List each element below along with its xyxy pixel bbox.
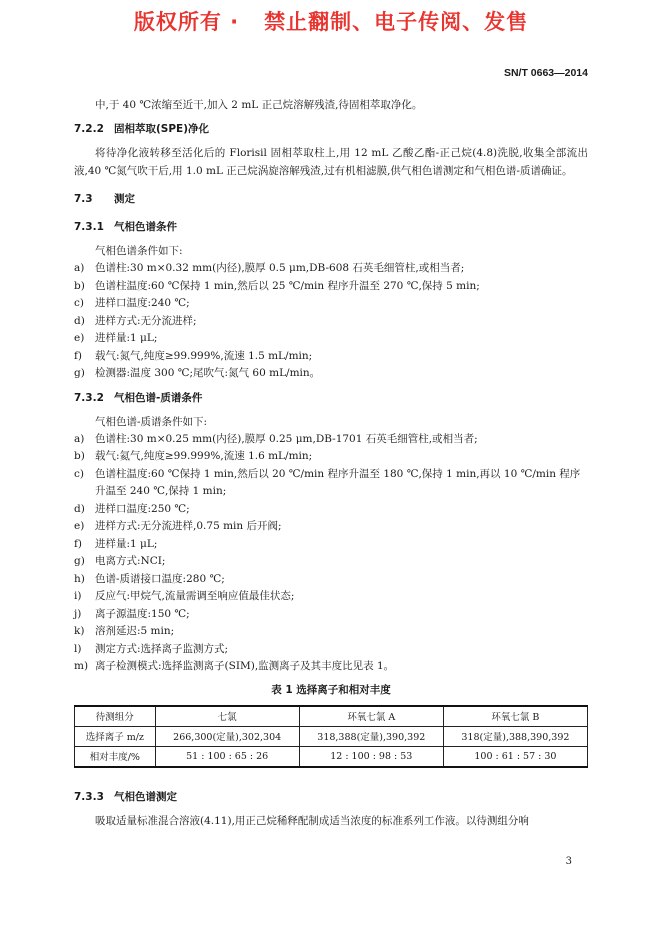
table-cell: 318(定量),388,390,392 [443,726,587,746]
gc-conditions-list [74,260,588,383]
table-caption: 表 1 选择离子和相对丰度 [271,683,391,696]
list-item [74,501,588,519]
heading-7-3-2 [74,389,588,407]
item-label: d) [74,502,85,515]
table-cell: 100 : 61 : 57 : 30 [443,746,587,767]
item-label: m) [74,660,89,672]
list-item [74,588,588,606]
spe-cleanup-paragraph: 将待净化液转移至活化后的 Florisil 固相萃取柱上,用 12 mL 乙酸乙酯-正己烷(4.8)洗脱,收集全部流出液,40 ℃氮气吹干后,用 1.0 mL 正己烷涡旋溶解残渣,过有机相滤膜,供气相色谱测定和气相色谱-质谱确证。 [74,147,588,177]
list-item [74,330,588,348]
section-number: 7.3 [74,193,93,205]
item-label: f) [74,537,82,550]
item-label: k) [74,625,85,637]
item-text: 进样方式:无分流进样; [95,314,197,327]
heading-7-3-3 [74,788,588,806]
list-item [74,295,588,313]
item-text: 电离方式:NCI; [95,555,166,567]
heading-7-2-2 [74,120,588,138]
section-number: 7.3.3 [74,790,104,803]
gcms-conditions-intro: 气相色谱-质谱条件如下: [95,415,208,428]
item-label: e) [74,520,85,532]
list-item [74,536,588,554]
list-item [74,571,588,589]
section-title: 气相色谱测定 [114,790,177,803]
ion-abundance-table [74,705,588,768]
item-text: 溶剂延迟:5 min; [95,625,175,637]
list-item [74,365,588,383]
list-item [74,278,588,296]
section-number: 7.3.1 [74,221,104,233]
item-text: 进样量:1 μL; [95,332,158,344]
table-header-cell: 七氯 [155,706,299,727]
section-title: 测定 [114,193,135,205]
item-text: 检测器:温度 300 ℃;尾吹气:氮气 60 mL/min。 [95,367,321,379]
item-label: i) [74,590,82,602]
table-cell: 相对丰度/% [75,746,156,767]
heading-7-3 [74,190,588,208]
table-row [75,746,588,767]
item-label: g) [74,555,85,567]
list-item [74,518,588,536]
list-item [74,448,588,466]
item-text: 进样口温度:250 ℃; [95,502,190,515]
item-text: 色谱柱:30 m×0.25 mm(内径),膜厚 0.25 μm,DB-1701 石英毛细管柱,或相当者; [95,432,478,445]
list-item [74,260,588,278]
item-label: b) [74,450,85,462]
item-text: 进样方式:无分流进样,0.75 min 后开阀; [95,520,282,532]
continuation-paragraph: 中,于 40 ℃浓缩至近干,加入 2 mL 正己烷溶解残渣,待固相萃取净化。 [95,99,423,111]
list-item [74,431,588,449]
list-item [74,606,588,624]
list-item [74,641,588,659]
gc-conditions-intro: 气相色谱条件如下: [95,245,183,257]
item-text: 进样量:1 μL; [95,537,158,550]
item-label: c) [74,297,84,309]
document-body [74,96,588,830]
list-item [74,313,588,331]
item-text: 色谱柱温度:60 ℃保持 1 min,然后以 25 ℃/min 程序升温至 270 ℃,保持 5 min; [95,279,480,292]
list-item [74,348,588,366]
list-item [74,553,588,571]
table-cell: 318,388(定量),390,392 [299,726,443,746]
item-text: 色谱-质谱接口温度:280 ℃; [95,572,225,585]
page-number: 3 [565,856,572,867]
item-text: 测定方式:选择离子监测方式; [95,642,229,655]
gc-measurement-paragraph: 吸取适量标准混合溶液(4.11),用正己烷稀释配制成适当浓度的标准系列工作液。以待测组分响 [95,814,529,827]
table-cell: 266,300(定量),302,304 [155,726,299,746]
list-item [74,466,588,501]
item-label: a) [74,262,85,274]
item-label: b) [74,279,85,292]
item-label: f) [74,349,82,362]
item-text: 进样口温度:240 ℃; [95,297,190,309]
table-cell: 12 : 100 : 98 : 53 [299,746,443,767]
standard-code: SN/T 0663—2014 [503,67,588,79]
section-title: 固相萃取(SPE)净化 [114,123,210,135]
table-cell: 51 : 100 : 65 : 26 [155,746,299,767]
section-title: 气相色谱-质谱条件 [114,391,203,404]
item-label: a) [74,432,85,445]
item-text: 色谱柱温度:60 ℃保持 1 min,然后以 20 ℃/min 程序升温至 180 ℃,保持 1 min,再以 10 ℃/min 程序升温至 240 ℃,保持 1 min; [95,467,581,497]
item-label: c) [74,467,84,480]
item-label: h) [74,572,85,585]
list-item [74,623,588,641]
item-label: g) [74,367,85,379]
section-number: 7.2.2 [74,123,104,135]
table-header-row [75,706,588,727]
item-label: j) [74,607,82,620]
item-text: 色谱柱:30 m×0.32 mm(内径),膜厚 0.5 μm,DB-608 石英毛细管柱,或相当者; [95,262,465,274]
table-header-cell: 环氧七氯 B [443,706,587,727]
table-header-cell: 待测组分 [75,706,156,727]
item-label: e) [74,332,85,344]
heading-7-3-1 [74,218,588,236]
section-number: 7.3.2 [74,391,104,404]
section-title: 气相色谱条件 [114,221,177,233]
table-row [75,726,588,746]
item-text: 载气:氮气,纯度≥99.999%,流速 1.5 mL/min; [95,349,313,362]
table-header-cell: 环氧七氯 A [299,706,443,727]
item-text: 反应气:甲烷气,流量需调至响应值最佳状态; [95,590,295,602]
item-text: 离子检测模式:选择监测离子(SIM),监测离子及其丰度比见表 1。 [95,660,395,672]
item-label: l) [74,642,82,655]
copyright-watermark: 版权所有 · 禁止翻制、电子传阅、发售 [133,10,529,34]
item-label: d) [74,314,85,327]
gcms-conditions-list [74,431,588,676]
list-item [74,658,588,676]
item-text: 载气:氦气,纯度≥99.999%,流速 1.6 mL/min; [95,450,313,462]
item-text: 离子源温度:150 ℃; [95,607,190,620]
table-cell: 选择离子 m/z [75,726,156,746]
